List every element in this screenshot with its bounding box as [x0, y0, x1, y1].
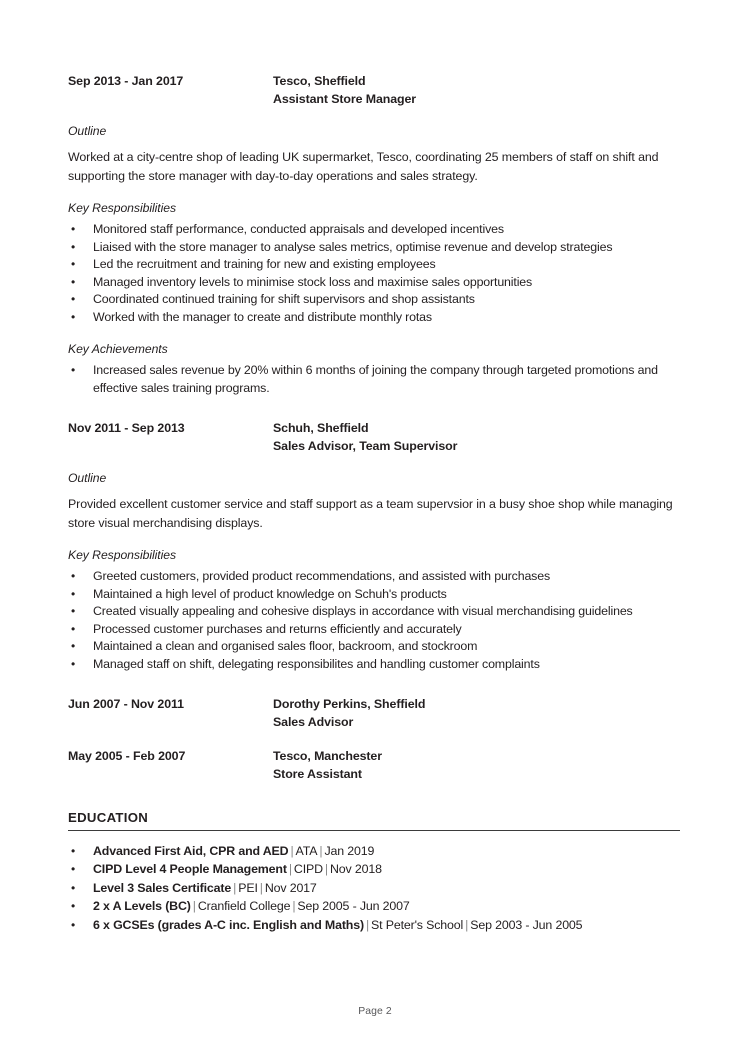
- outline-text: Worked at a city-centre shop of leading UK supermarket, Tesco, coordinating 25 members of staff on shift and supporting the store manager with day-to-day operations and sales strategy.: [68, 150, 659, 183]
- outline-text: Provided excellent customer service and staff support as a team supervsior in a busy shoe shop while managing store visual merchandising displays.: [68, 497, 673, 530]
- job-header: [68, 695, 682, 731]
- experience-entry-tesco-sheffield: [68, 72, 682, 397]
- education-qualification: 2 x A Levels (BC): [93, 899, 191, 914]
- education-institution: ATA: [295, 844, 318, 858]
- list-item: [68, 362, 682, 397]
- education-qualification: 6 x GCSEs (grades A-C inc. English and Maths): [93, 917, 364, 932]
- list-item-text: Managed staff on shift, delegating responsibilites and handling customer complaints: [93, 656, 540, 671]
- achievements-label: Key Achievements: [68, 342, 168, 356]
- list-item-text: Led the recruitment and training for new and existing employees: [93, 257, 436, 271]
- education-institution: Cranfield College: [197, 899, 291, 914]
- job-company: Tesco, Sheffield: [273, 74, 366, 88]
- list-item: [68, 309, 682, 327]
- list-item: [68, 656, 682, 674]
- bullet-icon: •: [71, 239, 76, 254]
- list-item: [68, 291, 682, 309]
- job-header: [68, 419, 682, 455]
- education-separator: |: [365, 917, 370, 932]
- list-item-text: Coordinated continued training for shift supervisors and shop assistants: [93, 292, 475, 306]
- bullet-icon: •: [71, 363, 76, 377]
- list-item: [68, 621, 682, 639]
- list-item-text: Greeted customers, provided product recommendations, and assisted with purchases: [93, 569, 551, 583]
- education-qualification: CIPD Level 4 People Management: [93, 862, 287, 877]
- experience-entry-dorothy-perkins: [68, 695, 682, 731]
- education-date: Nov 2017: [264, 880, 317, 895]
- education-date: Jan 2019: [324, 844, 375, 858]
- education-separator: |: [192, 899, 196, 914]
- education-separator: |: [233, 880, 237, 895]
- job-identity: [273, 695, 682, 731]
- spacer: [68, 783, 682, 810]
- experience-entry-schuh-sheffield: [68, 419, 682, 673]
- responsibilities-label: Key Responsibilities: [68, 548, 177, 562]
- list-item-text: Maintained a clean and organised sales floor, backroom, and stockroom: [93, 639, 478, 653]
- bullet-icon: •: [71, 844, 76, 858]
- job-company: Tesco, Manchester: [273, 749, 382, 763]
- education-separator: |: [324, 862, 328, 877]
- responsibilities-list: [68, 568, 682, 673]
- list-item: [68, 842, 682, 860]
- job-title: Assistant Store Manager: [273, 92, 416, 106]
- bullet-icon: •: [71, 292, 76, 306]
- job-dates: Jun 2007 - Nov 2011: [68, 697, 184, 711]
- job-title: Sales Advisor, Team Supervisor: [273, 439, 458, 453]
- education-date: Sep 2003 - Jun 2005: [470, 917, 583, 932]
- bullet-icon: •: [71, 222, 76, 236]
- bullet-icon: •: [71, 257, 76, 271]
- outline-label: Outline: [68, 124, 107, 138]
- list-item: [68, 221, 682, 239]
- education-date: Sep 2005 - Jun 2007: [297, 899, 410, 914]
- list-item-text: Managed inventory levels to minimise stock loss and maximise sales opportunities: [93, 274, 533, 289]
- list-item-text: Created visually appealing and cohesive displays in accordance with visual merchandising guidelines: [93, 604, 633, 618]
- job-header: [68, 747, 682, 783]
- achievements-list: [68, 362, 682, 397]
- list-item-text: Processed customer purchases and returns efficiently and accurately: [93, 621, 462, 636]
- list-item: [68, 860, 682, 878]
- bullet-icon: •: [71, 899, 76, 914]
- job-company: Schuh, Sheffield: [273, 421, 369, 435]
- education-institution: CIPD: [293, 862, 323, 877]
- bullet-icon: •: [71, 586, 76, 601]
- bullet-icon: •: [71, 604, 76, 618]
- list-item: [68, 568, 682, 586]
- job-dates: May 2005 - Feb 2007: [68, 749, 186, 763]
- education-separator: |: [259, 880, 263, 895]
- list-item-text: Monitored staff performance, conducted appraisals and developed incentives: [93, 222, 504, 236]
- page-footer: Page 2: [358, 1006, 392, 1017]
- spacer: [68, 673, 682, 695]
- bullet-icon: •: [71, 569, 76, 583]
- education-separator: |: [465, 917, 469, 932]
- job-dates: Sep 2013 - Jan 2017: [68, 74, 184, 88]
- bullet-icon: •: [71, 862, 76, 877]
- responsibilities-list: [68, 221, 682, 326]
- list-item: [68, 274, 682, 292]
- job-identity: [273, 419, 682, 455]
- bullet-icon: •: [71, 621, 76, 636]
- bullet-icon: •: [71, 917, 76, 932]
- education-date: Nov 2018: [329, 862, 382, 877]
- bullet-icon: •: [71, 309, 76, 324]
- list-item-text: Increased sales revenue by 20% within 6 months of joining the company through targeted promotions and effective sales training programs.: [93, 363, 658, 395]
- list-item: [68, 638, 682, 656]
- outline-label: Outline: [68, 471, 107, 485]
- spacer: [68, 397, 682, 419]
- education-separator: |: [290, 844, 294, 858]
- list-item: [68, 603, 682, 621]
- list-item: [68, 916, 682, 934]
- list-item-text: Worked with the manager to create and distribute monthly rotas: [93, 309, 432, 324]
- bullet-icon: •: [71, 639, 76, 653]
- experience-entry-tesco-manchester: [68, 747, 682, 783]
- education-separator: |: [288, 862, 292, 877]
- resume-content: [68, 72, 682, 934]
- job-dates: Nov 2011 - Sep 2013: [68, 421, 185, 435]
- list-item: [68, 256, 682, 274]
- education-separator: |: [292, 899, 296, 914]
- list-item: [68, 239, 682, 257]
- bullet-icon: •: [71, 274, 76, 289]
- education-institution: St Peter's School: [371, 917, 464, 932]
- education-separator: |: [319, 844, 323, 858]
- job-identity: [273, 72, 682, 108]
- education-list: [68, 842, 682, 934]
- list-item-text: Maintained a high level of product knowledge on Schuh's products: [93, 586, 447, 601]
- list-item: [68, 897, 682, 915]
- job-header: [68, 72, 682, 108]
- education-qualification: Level 3 Sales Certificate: [93, 880, 232, 895]
- bullet-icon: •: [71, 656, 76, 671]
- education-qualification: Advanced First Aid, CPR and AED: [93, 844, 289, 858]
- list-item: [68, 586, 682, 604]
- education-section: [68, 810, 682, 934]
- spacer: [68, 731, 682, 747]
- list-item: [68, 879, 682, 897]
- job-identity: [273, 747, 682, 783]
- job-title: Sales Advisor: [273, 715, 354, 729]
- job-company: Dorothy Perkins, Sheffield: [273, 697, 426, 711]
- bullet-icon: •: [71, 880, 76, 895]
- section-divider: [68, 830, 680, 831]
- job-title: Store Assistant: [273, 767, 362, 781]
- list-item-text: Liaised with the store manager to analyse sales metrics, optimise revenue and develop strategies: [93, 239, 613, 254]
- responsibilities-label: Key Responsibilities: [68, 201, 177, 215]
- education-institution: PEI: [238, 880, 258, 895]
- section-heading-education: EDUCATION: [68, 810, 149, 825]
